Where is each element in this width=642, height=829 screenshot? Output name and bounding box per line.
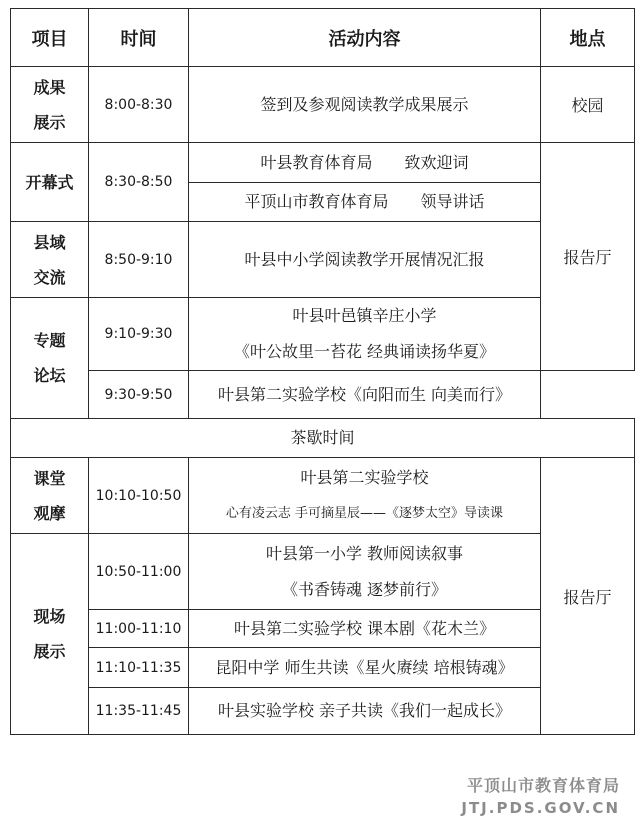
table-row — [11, 67, 635, 143]
project-cell — [11, 534, 89, 735]
content-cell: 叶县实验学校 亲子共读《我们一起成长》 — [189, 688, 541, 735]
time-cell: 9:10-9:30 — [89, 298, 189, 371]
content-cell: 叶县中小学阅读教学开展情况汇报 — [189, 222, 541, 298]
project-label: 课堂观摩 — [33, 468, 66, 523]
content-line: 叶县叶邑镇辛庄小学 — [292, 306, 437, 325]
time-cell: 11:10-11:35 — [89, 648, 189, 688]
header-time: 时间 — [89, 9, 189, 67]
content-cell: 签到及参观阅读教学成果展示 — [189, 67, 541, 143]
time-cell: 8:30-8:50 — [89, 143, 189, 222]
place-cell: 报告厅 — [541, 458, 635, 735]
watermark-org: 平顶山市教育体育局 — [466, 776, 620, 795]
project-cell — [11, 222, 89, 298]
break-row — [11, 419, 635, 458]
place-cell: 校园 — [541, 67, 635, 143]
content-cell — [189, 534, 541, 610]
content-cell — [189, 298, 541, 371]
content-cell: 平顶山市教育体育局 领导讲话 — [189, 183, 541, 222]
time-cell: 10:50-11:00 — [89, 534, 189, 610]
content-cell: 叶县第二实验学校 课本剧《花木兰》 — [189, 610, 541, 648]
content-line: 《叶公故里一苔花 经典诵读扬华夏》 — [233, 342, 496, 361]
schedule-table — [10, 8, 635, 735]
project-label: 县域交流 — [33, 232, 66, 287]
table-row — [11, 458, 635, 534]
project-label: 现场展示 — [33, 607, 66, 661]
break-cell: 茶歇时间 — [11, 419, 635, 458]
table-row — [11, 371, 635, 419]
header-row — [11, 9, 635, 67]
place-cell: 报告厅 — [541, 143, 635, 371]
project-cell: 开幕式 — [11, 143, 89, 222]
content-cell: 昆阳中学 师生共读《星火赓续 培根铸魂》 — [189, 648, 541, 688]
table-row — [11, 143, 635, 183]
content-line: 叶县第二实验学校 — [300, 467, 429, 487]
project-cell — [11, 67, 89, 143]
content-cell — [189, 458, 541, 534]
time-cell: 11:35-11:45 — [89, 688, 189, 735]
project-label: 专题论坛 — [33, 331, 66, 385]
header-project: 项目 — [11, 9, 89, 67]
header-content: 活动内容 — [189, 9, 541, 67]
watermark-url: JTJ.PDS.GOV.CN — [461, 799, 620, 817]
header-place: 地点 — [541, 9, 635, 67]
content-line: 心有凌云志 手可摘星辰——《逐梦太空》导读课 — [225, 505, 504, 521]
project-cell — [11, 298, 89, 419]
time-cell: 10:10-10:50 — [89, 458, 189, 534]
time-cell: 11:00-11:10 — [89, 610, 189, 648]
content-cell: 叶县教育体育局 致欢迎词 — [189, 143, 541, 183]
content-line: 叶县第一小学 教师阅读叙事 — [265, 543, 464, 563]
content-line: 《书香铸魂 逐梦前行》 — [281, 579, 448, 599]
project-label: 成果展示 — [33, 77, 66, 132]
time-cell: 8:50-9:10 — [89, 222, 189, 298]
time-cell: 8:00-8:30 — [89, 67, 189, 143]
time-cell: 9:30-9:50 — [89, 371, 189, 419]
project-cell — [11, 458, 89, 534]
content-cell: 叶县第二实验学校《向阳而生 向美而行》 — [189, 371, 541, 419]
